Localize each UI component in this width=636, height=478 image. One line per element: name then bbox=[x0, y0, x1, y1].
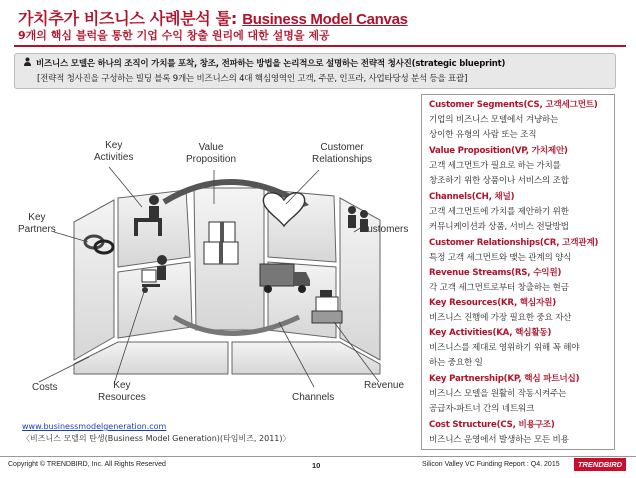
label-key-resources: Key Resources bbox=[98, 380, 146, 403]
page-title bbox=[18, 6, 408, 29]
note-line-1 bbox=[23, 57, 505, 69]
source-reference: 〈비즈니스 모델의 탄생(Business Model Generation)(타임비즈, 2011)〉 bbox=[22, 434, 291, 443]
footer-divider bbox=[0, 456, 636, 457]
title-divider bbox=[14, 45, 626, 47]
label-customers: Customers bbox=[360, 224, 409, 235]
label-value-proposition: Value Proposition bbox=[186, 142, 237, 165]
segment-key-activities: Key Activities(KA, 핵심활동) 비즈니스를 제대로 영위하기 위해 꼭 해야 하는 중요한 일 bbox=[429, 328, 580, 368]
label-revenue: Revenue bbox=[364, 380, 405, 391]
gift-box-icon bbox=[204, 222, 238, 264]
summary-note bbox=[14, 53, 616, 89]
footer-copyright: Copyright © TRENDBIRD, Inc. All Rights Reserved bbox=[8, 461, 166, 468]
label-channels: Channels bbox=[292, 392, 335, 403]
segment-cost-structure: Cost Structure(CS, 비용구조) 비즈니스 운영에서 발생하는 모든 비용 bbox=[429, 420, 569, 445]
note-line-1-text: 비즈니스 모델은 하나의 조직이 가치를 포착, 창조, 전파하는 방법을 논리적으로 설명하는 전략적 청사진(strategic blueprint) bbox=[36, 59, 506, 69]
source-citation bbox=[22, 421, 291, 445]
key-partners-block bbox=[74, 200, 114, 360]
note-line-2: [전략적 청사진을 구성하는 빌딩 블록 9개는 비즈니스의 4대 핵심영역인 고객, 주문, 인프라, 사업타당성 분석 등을 표괄] bbox=[37, 74, 468, 84]
footer-report-title: Silicon Valley VC Funding Report : Q4. 2015 bbox=[422, 461, 560, 468]
segment-channels: Channels(CH, 채널) 고객 세그먼트에 가치를 제안하기 위한 커뮤니케이션과 상품, 서비스 전달방법 bbox=[429, 192, 569, 232]
segment-customer-segments: Customer Segments(CS, 고객세그먼트) 기업의 비즈니스 모델에서 겨냥하는 상이한 유형의 사람 또는 조직 bbox=[429, 100, 598, 140]
segment-customer-relationships: Customer Relationships(CR, 고객관계) 특정 고객 세그먼트와 맺는 관계의 양식 bbox=[429, 238, 599, 263]
page-subtitle: 9개의 핵심 블럭을 통한 기업 수익 창출 원리에 대한 설명을 제공 bbox=[18, 29, 330, 42]
label-key-activities: Key Activities bbox=[94, 140, 134, 163]
header bbox=[0, 0, 636, 46]
segment-key-resources: Key Resources(KR, 핵심자원) 비즈니스 진행에 가장 필요한 중요 자산 bbox=[429, 298, 572, 323]
segment-descriptions bbox=[421, 94, 615, 450]
label-key-partners: Key Partners bbox=[18, 212, 56, 235]
business-model-canvas-illustration bbox=[14, 92, 419, 422]
title-korean: 가치추가 비즈니스 사례분석 툴: bbox=[18, 9, 237, 28]
person-icon bbox=[23, 57, 32, 69]
source-link[interactable]: www.businessmodelgeneration.com bbox=[22, 422, 167, 431]
page-number: 10 bbox=[312, 461, 321, 470]
segment-value-proposition: Value Proposition(VP, 가치제안) 고객 세그먼트가 필요로 하는 가치를 창조하기 위한 상품이나 서비스의 조합 bbox=[429, 146, 569, 186]
label-costs: Costs bbox=[32, 382, 58, 393]
segment-key-partnership: Key Partnership(KP, 핵심 파트너십) 비즈니스 모델을 원활히 작동시켜주는 공급자-파트너 간의 네트워크 bbox=[429, 374, 580, 414]
segment-revenue-streams: Revenue Streams(RS, 수익원) 각 고객 세그먼트로부터 창출하는 현금 bbox=[429, 268, 569, 293]
label-customer-relationships: Customer Relationships bbox=[312, 142, 373, 165]
trendbird-logo: TRENDBIRD bbox=[574, 458, 626, 471]
title-english: Business Model Canvas bbox=[242, 11, 408, 28]
